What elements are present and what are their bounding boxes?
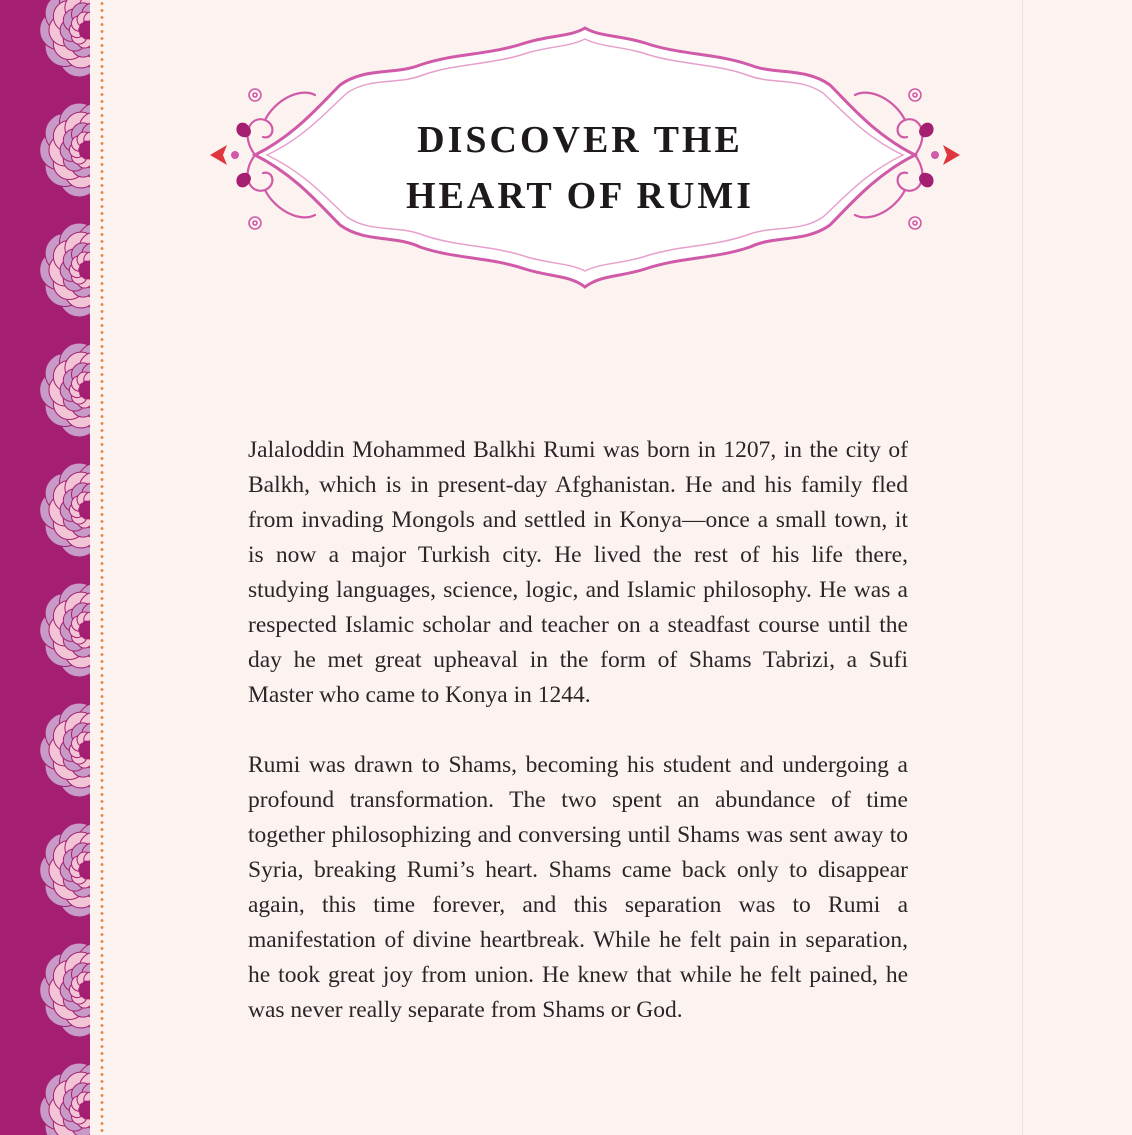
border-flower bbox=[40, 223, 90, 317]
page-edge bbox=[1022, 0, 1023, 1135]
border-flower bbox=[40, 1063, 90, 1135]
dotted-divider bbox=[100, 0, 104, 1135]
body-text bbox=[248, 433, 908, 1063]
border-flower bbox=[40, 0, 90, 77]
page-title bbox=[300, 112, 860, 224]
floral-border-pattern bbox=[0, 0, 90, 1135]
border-flower bbox=[40, 343, 90, 437]
title-line-1: DISCOVER THE bbox=[417, 119, 743, 161]
border-flower bbox=[40, 583, 90, 677]
border-flower bbox=[40, 463, 90, 557]
floral-border bbox=[0, 0, 90, 1135]
paragraph-1: Jalaloddin Mohammed Balkhi Rumi was born in 1207, in the city of Balkh, which is in present-day Afghanistan. He and his family fled from invading Mongols and settled in Konya—once a small town, it is now a major Turkish city. He lived the rest of his life there, studying languages, science, logic, and Islamic philosophy. He was a respected Islamic scholar and teacher on a steadfast course until the day he met great upheaval in the form of Shams Tabrizi, a Sufi Master who came to Konya in 1244. bbox=[248, 437, 908, 708]
border-flower bbox=[40, 703, 90, 797]
border-flower bbox=[40, 103, 90, 197]
border-flower bbox=[40, 823, 90, 917]
title-line-2: HEART OF RUMI bbox=[405, 175, 754, 217]
border-flower bbox=[40, 943, 90, 1037]
paragraph-2: Rumi was drawn to Shams, becoming his student and undergoing a profound transformation. The two spent an abundance of time together philosophizing and conversing until Shams was sent away to Syria, breaking Rumi’s heart. Shams came back only to disappear again, this time forever, and this separation was to Rumi a manifestation of divine heartbreak. While he felt pain in separation, he took great joy from union. He knew that while he felt pained, he was never really separate from Shams or God. bbox=[248, 752, 908, 1023]
